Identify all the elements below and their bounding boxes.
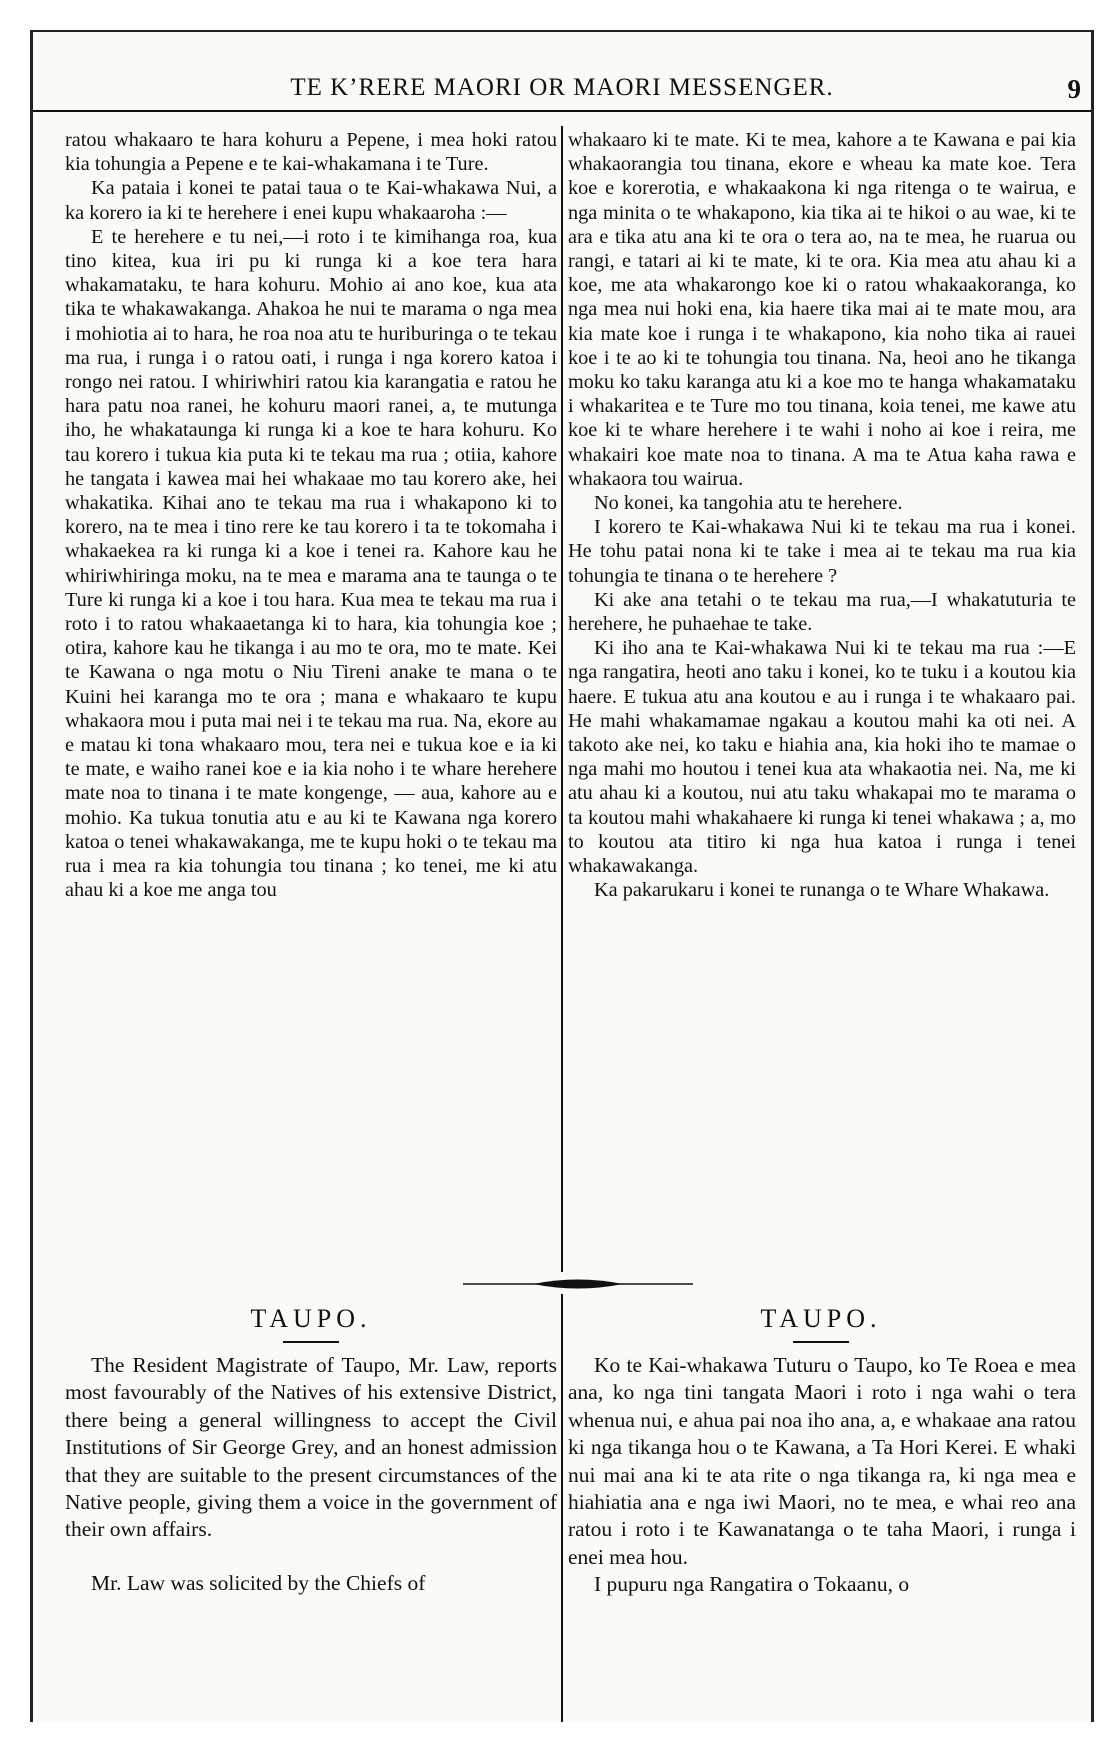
paragraph: I pupuru nga Rangatira o Tokaanu, o (594, 1572, 910, 1597)
running-title: TE K’RERE MAORI OR MAORI MESSENGER. (290, 74, 834, 101)
newspaper-page (30, 30, 1094, 1722)
paragraph: Ko te Kai-whakawa Tuturu o Taupo, ko Te Roea e mea ana, ko nga tini tangata Maori i roto i nga wahi o tera whenua nui, e ahua pai noa iho ana, a, e whakaae ana ratou ki nga tikanga hou o te Kawana, a Ta Hori Kerei. E whaki nui mai ana ki te ata rite o nga tikanga ra, ki nga mea e hiahiatia ana e nga iwi Maori, no te mea, e whai reo ana ratou i roto i te Kawanatanga o te taha Maori, i runga i enei mea hou. (568, 1353, 1077, 1569)
paragraph: The Resident Magistrate of Taupo, Mr. Law, reports most favourably of the Natives of his extensive District, there being a general willingness to accept the Civil Institutions of Sir George Grey, and an honest admission that they are suitable to the present circumstances of the Native people, giving them a voice in the government of their own affairs. (65, 1353, 557, 1542)
paragraph: Ki iho ana te Kai-whakawa Nui ki te tekau ma rua :—E nga rangatira, heoti ano taku i konei, ko te tuku i a koutou kia haere. E tukua atu ana koutou e au i runga i te whakaaro pai. He mahi whakamamae ngakau a koutou mahi ka oti nei. A takoto ake nei, ko taku e hiahia ana, kia hoki iho te mamae o nga mahi mo houtou i tenei kua ata whakaotia nei. Na, me ki atu ahau ki a koutou, nui atu taku whakapai mo te marama o ta koutou mahi whakahaere ki runga ki tenei whakawa ; a, mo to koutou ata titiro ki nga hua katoa i runga i tenei whakawakanga. (568, 637, 1076, 878)
column-rule-bottom (561, 1294, 563, 1722)
section-heading-maori: TAUPO. (760, 1304, 882, 1333)
left-column-bottom (65, 1352, 557, 1597)
paragraph: Mr. Law was solicited by the Chiefs of (91, 1570, 426, 1595)
paragraph: whakaaro ki te mate. Ki te mea, kahore a te Kawana e pai kia whakaorangia tou tinana, ekore e wheau ka mate koe. Tera koe e korerotia, e whakaakona ki nga ritenga o te wairua, e nga minita o te whakapono, kia tika ai te hikoi o au wae, ki te ara e tika atu ana ki te ora o tera ao, na te mea, he ruarua ou rangi, e tatari ai ki te mate, ki te ora. Kia mea atu ahau ki a koe, me ata whakarongo koe ki o ratou whakaakoranga, ko nga mea nui hoki ena, kia haere tika mai ai te mate mou, ara kia mate koe i runga i te whakapono, kia noho tika ai rauei koe i te ao ki te tohungia tou tinana. Na, heoi ano he tikanga moku ko taku karanga atu ki a koe mo te hanga whakamataku i whakaritea e te Ture mo tou tinana, koia tenei, me kawe atu koe ki te whare herehere i te wahi i noho ai koe i reira, me whakairi koe mate noa to tinana. A ma te Atua kaha rawa e whakaora tou wairua. (568, 129, 1076, 490)
paragraph: I korero te Kai-whakawa Nui ki te tekau ma rua i konei. He tohu patai nona ki te take i mea ai te tekau ma rua kia tohungia te tinana o te herehere ? (568, 516, 1076, 587)
page-number: 9 (1067, 74, 1081, 104)
right-column-top (568, 128, 1076, 903)
paragraph: Ka pakarukaru i konei te runanga o te Whare Whakawa. (594, 879, 1050, 902)
page-header (33, 70, 1091, 112)
right-column-bottom (568, 1352, 1076, 1599)
column-rule (561, 126, 563, 1272)
paragraph: No konei, ka tangohia atu te herehere. (594, 492, 903, 515)
paragraph: Ki ake ana tetahi o te tekau ma rua,—I whakatuturia te herehere, he puhaehae te take. (568, 588, 1076, 636)
left-column-top (65, 128, 557, 903)
paragraph: E te herehere e tu nei,—i roto i te kimihanga roa, kua tino kitea, kua iri pu ki runga ki a koe tera hara whakamataku, te hara kohuru. Mohio ai ano koe, kua ata tika te whakawakanga. Ahakoa he nui te marama o nga mea i mohiotia ai to hara, he roa noa atu te huriburinga o te tekau ma rua, i runga i o ratou oati, i runga i nga korero katoa i rongo nei ratou. I whiriwhiri ratou kia karangatia e ratou he hara patu noa ranei, he kohuru maori ranei, a, te mutunga iho, he whakataunga ki runga ki a koe te hara kohuru. Ko tau korero i tukua kia puta ki te tekau ma rua ; otiia, kahore he tangata i kawea mai hei whakaae mo tau korero ake, hei whakatika. Kihai ano te tekau ma rua i whakapono ki to korero, na te mea i tino rere ke tau korero i ta te tokomaha i whakaekea ra ki runga ki a koe i tenei ra. Kahore kau he whiriwhiringa moku, na te mea e marama ana te taunga o te Ture ki runga ki a koe i tou hara. Kua mea te tekau ma rua i roto i to ratou whakaaetanga ki to hara, kia tohungia koe ; otira, kahore kau he tikanga i au mo te ora, mo te mate. Kei te Kawana o nga motu o Niu Tireni anake te mana o te Kuini hei karanga mo te ora ; mana e whakaaro te kupu whakaora mou i puta mai nei i te tekau ma rua. Na, ekore au e matau ki tona whakaaro mou, tera nei e tukua koe e ia ki te mate, e waiho ranei koe e ia kia noho i te whare herehere mate noa to tinana i te mate kongenge, — aua, kahore au e mohio. Ka tukua tonutia atu e au ki te Kawana nga korero katoa o tenei whakawakanga, me te kupu hoki o te tekau ma rua i mea ra kia tohungia tou tinana ; ko tenei, me ki atu ahau ki a koe me anga tou (65, 225, 557, 902)
paragraph: ratou whakaaro te hara kohuru a Pepene, i mea hoki ratou kia tohungia a Pepene e te kai-whakamana i te Ture. (65, 129, 557, 176)
heading-rule (793, 1341, 849, 1343)
section-divider-ornament (463, 1277, 693, 1291)
heading-rule (283, 1341, 339, 1343)
paragraph: Ka pataia i konei te patai taua o te Kai-whakawa Nui, a ka korero ia ki te herehere i enei kupu whakaaroha :— (65, 177, 557, 224)
section-heading-english: TAUPO. (250, 1304, 372, 1333)
